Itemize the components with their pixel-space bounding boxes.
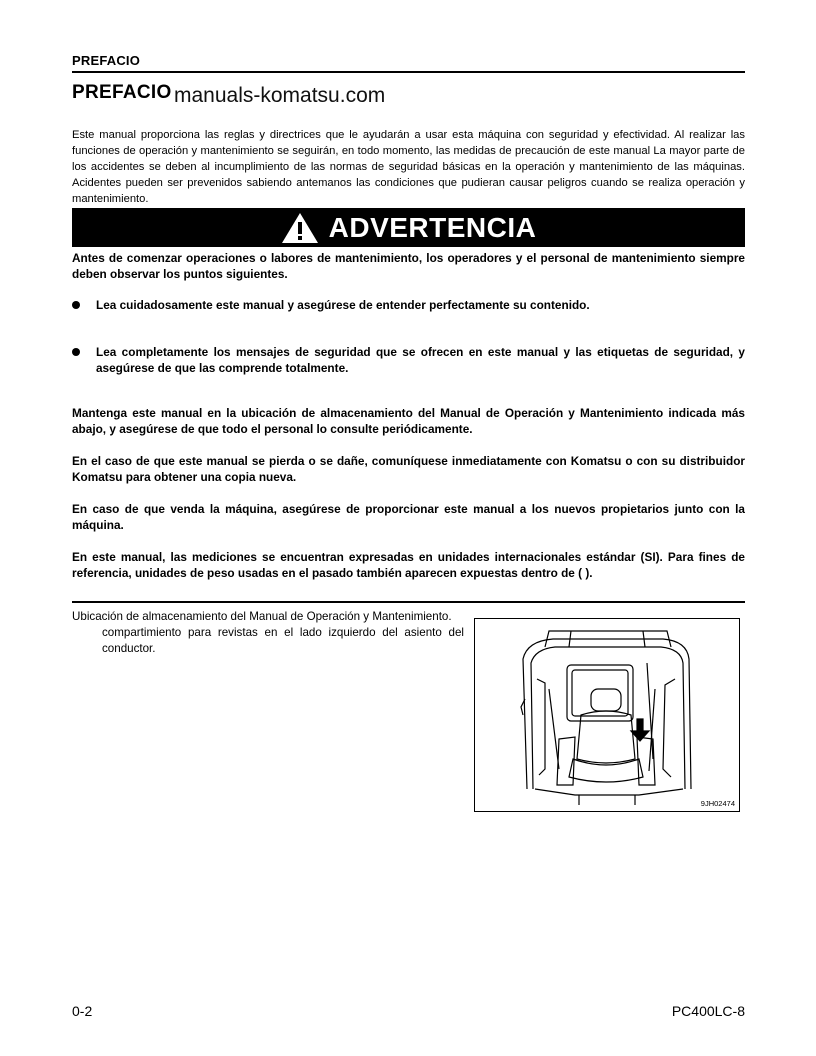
section-rule bbox=[72, 601, 745, 603]
intro-paragraph: Este manual proporciona las reglas y directrices que le ayudarán a usar esta máquina con seguridad y efectividad. Al realizar las funciones de operación y mantenimiento se seguirán, en todo momento, las medidas de precaución de este manual La mayor parte de los accidentes se deben al incumplimiento de las normas de seguridad básicas en la operación y mantenimiento de las máquinas. Acidentes pueden ser prevenidos sabiendo antemanos las condiciones que pudieran causar peligros cuando se realiza operación y mantenimiento. bbox=[72, 129, 745, 205]
storage-location-text bbox=[72, 609, 464, 657]
warning-triangle-icon bbox=[281, 212, 319, 244]
model-number: PC400LC-8 bbox=[671, 1003, 745, 1019]
header-title: PREFACIO bbox=[72, 53, 141, 68]
figure-code: 9JH02474 bbox=[700, 799, 735, 808]
watermark-text: manuals-komatsu.com bbox=[174, 84, 386, 107]
section-heading: PREFACIO bbox=[72, 82, 172, 103]
bullet-text: Lea completamente los mensajes de seguridad que se ofrecen en este manual y las etiquetas de seguridad, y asegúrese de que las comprende totalmente. bbox=[96, 345, 745, 375]
storage-location: compartimiento para revistas en el lado izquierdo del asiento del conductor. bbox=[102, 626, 464, 655]
bullet-text: Lea cuidadosamente este manual y asegúrese de entender perfectamente su contenido. bbox=[96, 298, 590, 312]
warning-banner bbox=[72, 208, 745, 247]
paragraph-sale: En caso de que venda la máquina, asegúrese de proporcionar este manual a los nuevos propietarios junto con la máquina. bbox=[72, 502, 745, 532]
paragraph-units: En este manual, las mediciones se encuentran expresadas en unidades internacionales estándar (SI). Para fines de referencia, unidades de peso usadas en el pasado también aparecen expuestas dentro de ( ). bbox=[72, 550, 745, 580]
list-item bbox=[72, 344, 745, 376]
bullet-icon bbox=[72, 301, 80, 309]
list-item bbox=[72, 297, 745, 313]
warning-label: ADVERTENCIA bbox=[328, 211, 537, 243]
warning-lead: Antes de comenzar operaciones o labores de mantenimiento, los operadores y el personal de mantenimiento siempre deben observar los puntos siguientes. bbox=[72, 251, 745, 281]
paragraph-storage-reminder: Mantenga este manual en la ubicación de almacenamiento del Manual de Operación y Mantenimiento indicada más abajo, y asegúrese de que todo el personal lo consulte periódicamente. bbox=[72, 406, 745, 436]
storage-label: Ubicación de almacenamiento del Manual de Operación y Mantenimiento. bbox=[72, 610, 452, 623]
cab-figure bbox=[474, 618, 740, 812]
page-number: 0-2 bbox=[72, 1003, 93, 1019]
operator-cab-illustration bbox=[475, 619, 738, 810]
header-rule bbox=[72, 71, 745, 73]
bullet-icon bbox=[72, 348, 80, 356]
paragraph-lost-manual: En el caso de que este manual se pierda o se dañe, comuníquese inmediatamente con Komatsu o con su distribuidor Komatsu para obtener una copia nueva. bbox=[72, 454, 745, 484]
